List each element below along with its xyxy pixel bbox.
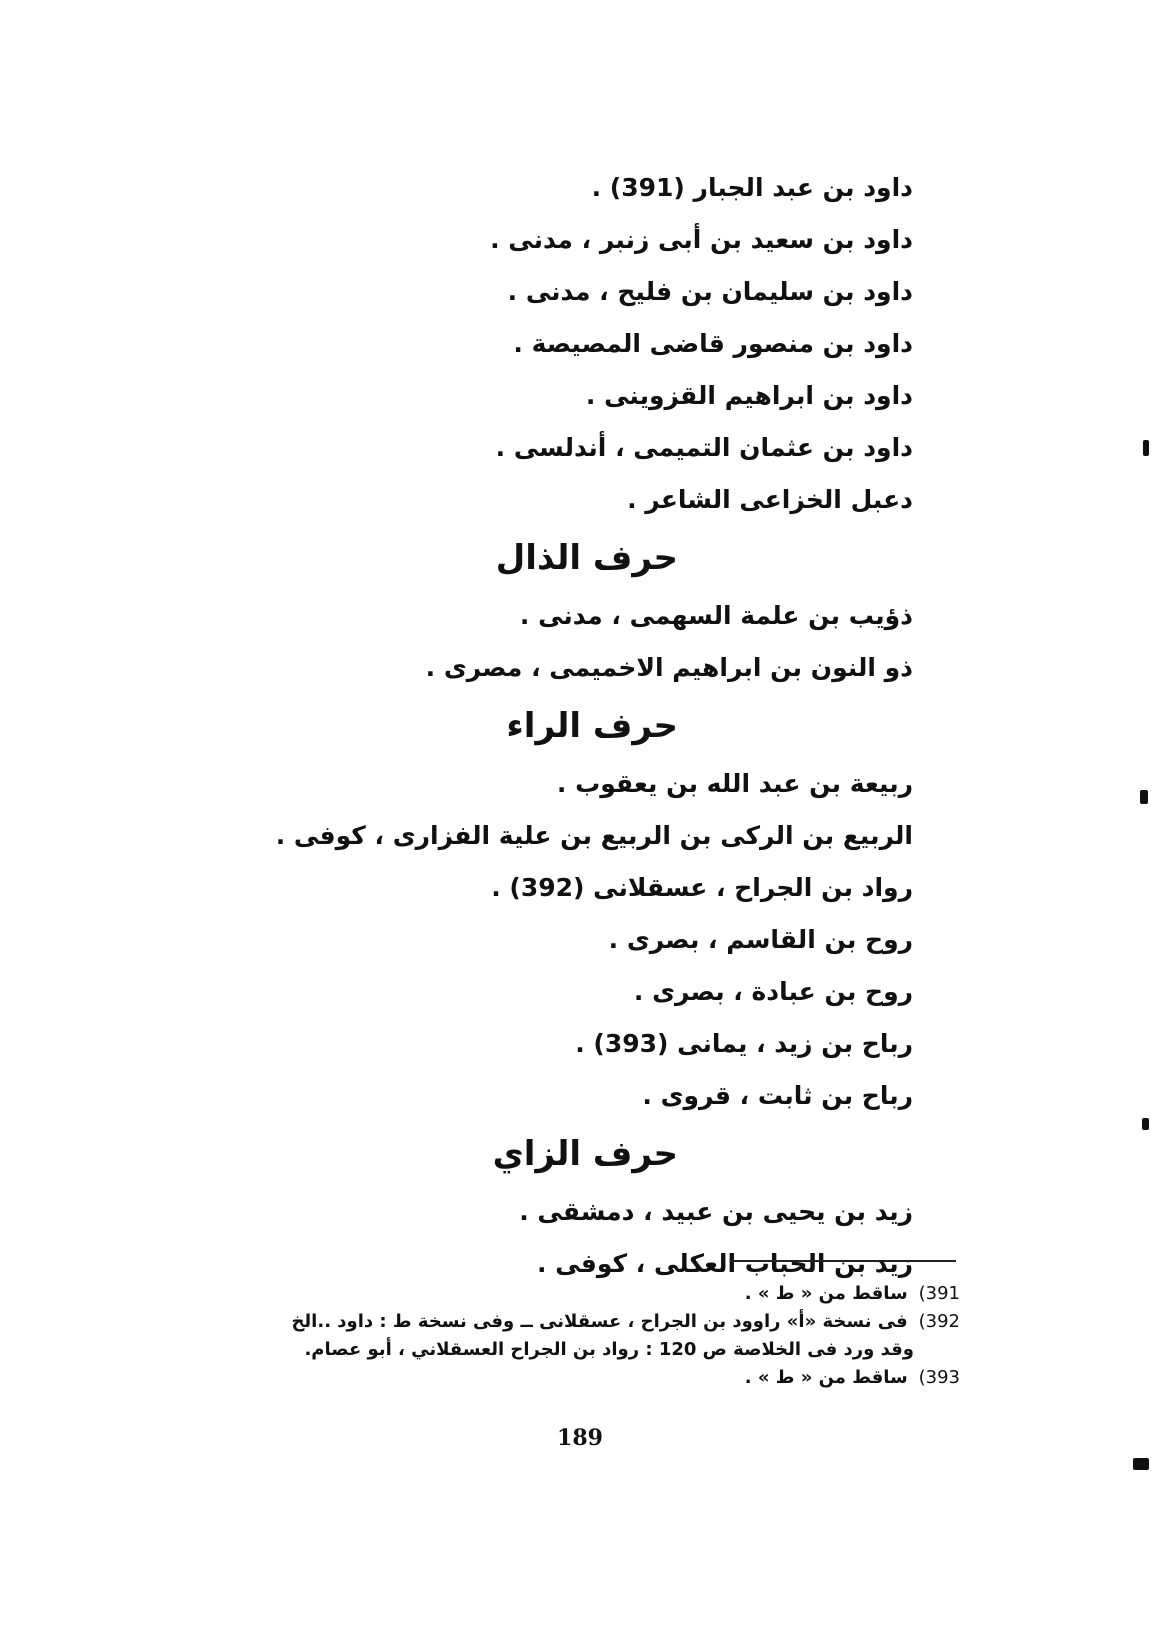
footnote-text: فى نسخة «أ» راوود بن الجراح ، عسقلانى ــ وفى نسخة ط : داود ..الخ bbox=[291, 1311, 908, 1332]
footnote bbox=[200, 1364, 960, 1392]
entry: روح بن عبادة ، بصرى . bbox=[633, 977, 913, 1006]
entry: داود بن عبد الجبار (391) . bbox=[591, 173, 913, 202]
footnote bbox=[200, 1308, 960, 1336]
section-heading-ra: حرف الراء bbox=[506, 706, 678, 746]
footnote-continuation bbox=[200, 1336, 960, 1364]
scan-mark bbox=[1140, 790, 1148, 804]
entries-list bbox=[213, 162, 913, 1290]
entry: روح بن القاسم ، بصرى . bbox=[608, 925, 913, 954]
scan-mark bbox=[1133, 1458, 1149, 1470]
entry: داود بن منصور قاضى المصيصة . bbox=[513, 329, 913, 358]
entry: رباح بن ثابت ، قروى . bbox=[642, 1081, 913, 1110]
entry: رواد بن الجراح ، عسقلانى (392) . bbox=[491, 873, 913, 902]
footnote bbox=[200, 1280, 960, 1308]
entry: داود بن ابراهيم القزوينى . bbox=[585, 381, 913, 410]
footnote-number: 393) bbox=[918, 1367, 960, 1388]
footnotes bbox=[200, 1280, 960, 1392]
entry: رباح بن زيد ، يمانى (393) . bbox=[575, 1029, 913, 1058]
entry: ذو النون بن ابراهيم الاخميمى ، مصرى . bbox=[425, 653, 913, 682]
section-heading-dhal: حرف الذال bbox=[495, 538, 678, 578]
entry: داود بن عثمان التميمى ، أندلسى . bbox=[495, 433, 913, 462]
scan-mark bbox=[1143, 440, 1149, 456]
footnote-text: ساقط من « ط » . bbox=[744, 1283, 908, 1304]
page-number: 189 bbox=[557, 1425, 603, 1451]
footnote-text: وقد ورد فى الخلاصة ص 120 : رواد بن الجراح العسقلاني ، أبو عصام. bbox=[304, 1339, 914, 1360]
entry: داود بن سليمان بن فليح ، مدنى . bbox=[507, 277, 913, 306]
entry: زيد بن الحباب العكلى ، كوفى . bbox=[537, 1249, 913, 1278]
scan-mark bbox=[1142, 1118, 1149, 1130]
entry: زيد بن يحيى بن عبيد ، دمشقى . bbox=[519, 1197, 913, 1226]
entry: ذؤيب بن علمة السهمى ، مدنى . bbox=[519, 601, 913, 630]
section-heading-zay: حرف الزاي bbox=[492, 1134, 678, 1174]
footnote-number: 392) bbox=[918, 1311, 960, 1332]
entry: دعبل الخزاعى الشاعر . bbox=[627, 485, 913, 514]
entry: الربيع بن الركى بن الربيع بن علية الفزارى ، كوفى . bbox=[275, 821, 913, 850]
footnote-text: ساقط من « ط » . bbox=[744, 1367, 908, 1388]
entry: ربيعة بن عبد الله بن يعقوب . bbox=[556, 769, 913, 798]
entry: داود بن سعيد بن أبى زنبر ، مدنى . bbox=[490, 225, 913, 254]
footnote-number: 391) bbox=[918, 1283, 960, 1304]
footnote-divider bbox=[730, 1260, 956, 1262]
